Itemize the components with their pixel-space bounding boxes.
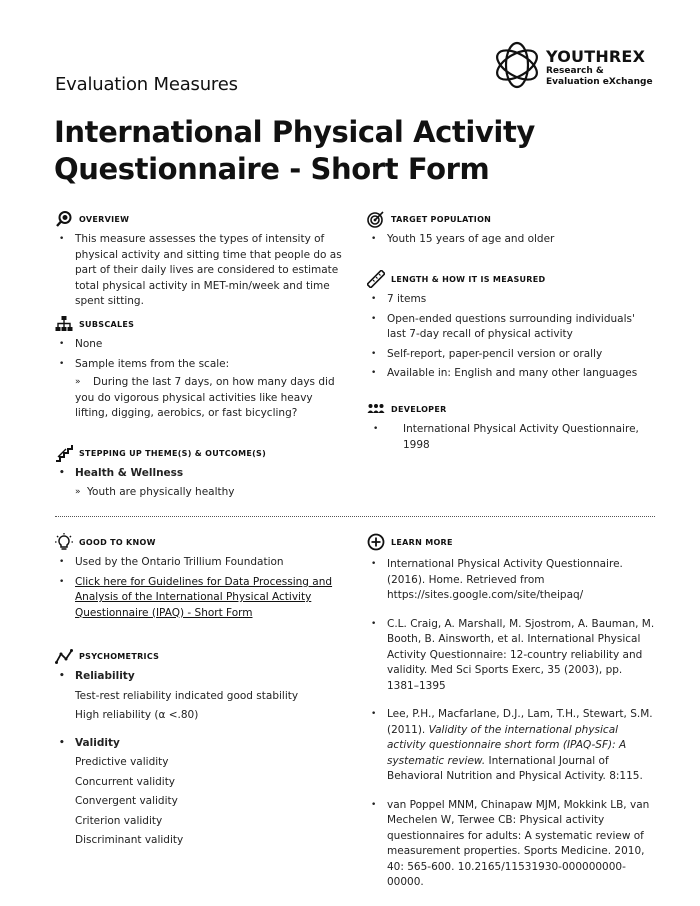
line-chart-icon — [55, 647, 73, 665]
reliability-label: • Reliability — [55, 669, 345, 685]
stepping-up-section — [55, 444, 345, 500]
stepping-heading: STEPPING UP THEME(S) & OUTCOME(S) — [79, 448, 267, 458]
target-heading: TARGET POPULATION — [391, 214, 492, 224]
stepping-outcome: » Youth are physically healthy — [75, 485, 235, 498]
validity-line-3: Convergent validity — [75, 795, 178, 807]
good-to-know-section — [55, 533, 345, 621]
subscales-section — [55, 315, 345, 422]
length-heading: LENGTH & HOW IT IS MEASURED — [391, 274, 546, 284]
stepping-theme: • Health & Wellness — [55, 466, 345, 482]
magnifier-icon — [55, 210, 73, 228]
length-item-4: • Available in: English and many other languages — [367, 366, 657, 382]
plus-circle-icon — [367, 533, 385, 551]
learn-more-section — [367, 533, 657, 891]
page-title-line1: International Physical Activity — [54, 115, 535, 149]
overview-heading: OVERVIEW — [79, 214, 130, 224]
logo-line2: Evaluation eXchange — [546, 77, 653, 87]
good-to-know-heading: GOOD TO KNOW — [79, 537, 156, 547]
section-label: Evaluation Measures — [55, 74, 238, 95]
target-icon — [367, 210, 385, 228]
psychometrics-section — [55, 647, 345, 851]
validity-line-1: Predictive validity — [75, 756, 169, 768]
length-item-2: • Open-ended questions surrounding individuals' last 7-day recall of physical activity — [367, 312, 657, 343]
logo-name: YOUTHREX — [546, 47, 646, 66]
developer-heading: DEVELOPER — [391, 404, 447, 414]
reference-1: • International Physical Activity Questionnaire. (2016). Home. Retrieved from https://sites.google.com/site/theipaq/ — [367, 557, 657, 604]
ruler-icon — [367, 270, 385, 288]
overview-item: • This measure assesses the types of intensity of physical activity and sitting time that people do as part of their daily lives are considered to estimate total physical activity in MET-min/week and time spent sitting. — [55, 232, 345, 310]
hierarchy-icon — [55, 315, 73, 333]
guidelines-link[interactable]: Click here for Guidelines for Data Processing and Analysis of the International Physical Activity Questionnaire (IPAQ) - Short Form — [75, 575, 333, 619]
reliability-line-2: High reliability (α <.80) — [75, 709, 199, 721]
target-item: • Youth 15 years of age and older — [367, 232, 657, 248]
people-icon — [367, 400, 385, 418]
target-population-section — [367, 210, 657, 248]
length-item-1: • 7 items — [367, 292, 657, 308]
youthrex-logo — [492, 40, 662, 100]
logo-line1: Research & — [546, 66, 604, 76]
length-section — [367, 270, 657, 382]
overview-section — [55, 210, 345, 310]
validity-line-2: Concurrent validity — [75, 775, 176, 788]
page-title — [54, 114, 654, 188]
validity-line-5: Discriminant validity — [75, 834, 184, 846]
guidelines-link-item — [55, 575, 345, 622]
developer-item: • International Physical Activity Questionnaire, 1998 — [367, 422, 657, 453]
page-title-line2: Questionnaire - Short Form — [54, 152, 490, 186]
validity-line-4: Criterion validity — [75, 814, 163, 827]
logo-mark-icon — [492, 40, 542, 90]
stairs-icon — [55, 444, 73, 462]
reference-2: • C.L. Craig, A. Marshall, M. Sjostrom, A. Bauman, M. Booth, B. Ainsworth, et al. International Physical Activity Questionnaire: 12-country reliability and validity. Med Sci Sports Exerc, 35 (2003), pp. 1381–1395 — [367, 617, 657, 695]
learn-more-heading: LEARN MORE — [391, 537, 453, 547]
subscales-heading: SUBSCALES — [79, 319, 135, 329]
subscales-item-none: • None — [55, 337, 345, 353]
subscales-sample-item: » During the last 7 days, on how many days did you do vigorous physical activities like heavy lifting, digging, aerobics, or fast bicycling? — [75, 376, 335, 419]
lightbulb-icon — [55, 533, 73, 551]
length-item-3: • Self-report, paper-pencil version or orally — [367, 347, 657, 363]
reliability-line-1: Test-rest reliability indicated good stability — [75, 689, 299, 702]
validity-label: • Validity — [55, 736, 345, 752]
psychometrics-heading: PSYCHOMETRICS — [79, 651, 160, 661]
good-to-know-item: • Used by the Ontario Trillium Foundation — [55, 555, 345, 571]
section-divider — [55, 516, 655, 517]
reference-4: • van Poppel MNM, Chinapaw MJM, Mokkink LB, van Mechelen W, Terwee CB: Physical activity questionnaires for adults: A systematic review of measurement properties. Sports Medicine. 2010, 40: 565-600. 10.2165/11531930-000000000-00000. — [367, 798, 657, 891]
developer-section — [367, 400, 657, 453]
reference-3: • Lee, P.H., Macfarlane, D.J., Lam, T.H., Stewart, S.M. (2011). Validity of the international physical activity questionnaire short form (IPAQ-SF): A systematic review. International Journal of Behavioral Nutrition and Physical Activity. 8:115. — [367, 707, 657, 785]
subscales-item-sample: • Sample items from the scale: — [55, 357, 345, 373]
